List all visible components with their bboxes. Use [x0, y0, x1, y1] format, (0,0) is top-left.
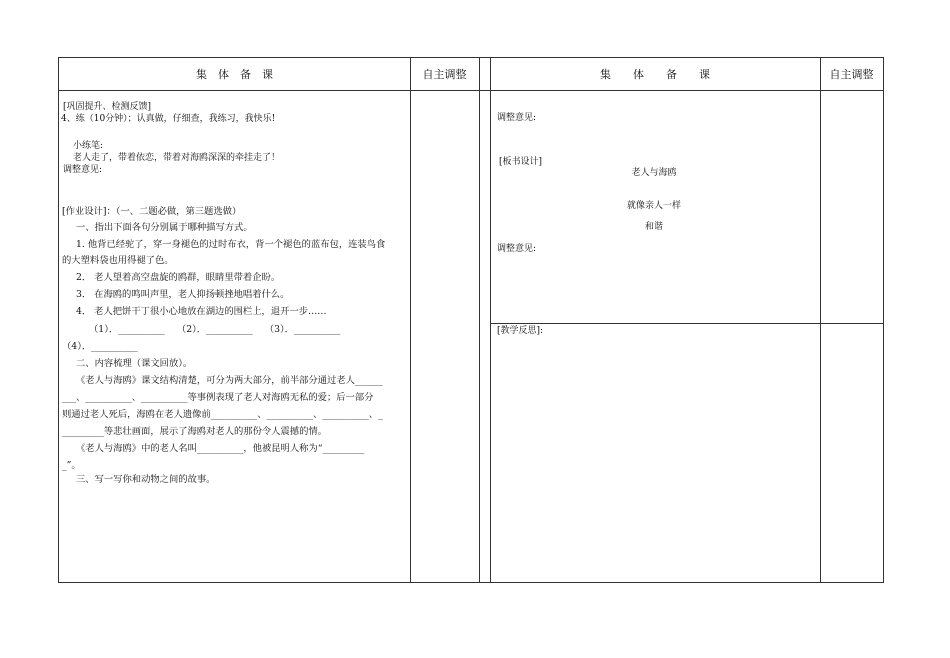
- board-line-2: 就像亲人一样: [626, 201, 681, 211]
- homework-title: [作业设计]：（一、二题必做，第三题选做）: [62, 206, 242, 217]
- left-header-title: 集 体 备 课: [196, 68, 273, 81]
- header-divider: [59, 90, 883, 91]
- reflection-divider: [490, 323, 883, 324]
- question-1-sentence-2: 2． 老人望着高空盘旋的鸥群，眼睛里带着企盼。: [76, 272, 281, 283]
- teaching-reflection-title: [教学反思]:: [497, 326, 544, 336]
- xiaolianbi-text: 老人走了，带着依恋，带着对海鸥深深的牵挂走了！: [73, 153, 281, 163]
- question-2-paragraph-line-2: ___、__________、__________等事例表现了老人对海鸥无私的爱；后一部分: [62, 392, 374, 403]
- question-2-title: 二、内容梳理（课文回放）。: [76, 358, 193, 369]
- section-consolidation-title: [巩固提升、检测反馈]: [63, 102, 152, 112]
- column-divider-gap-left: [479, 58, 480, 582]
- lesson-plan-table: [58, 57, 884, 583]
- question-2-paragraph-line-1: 《老人与海鸥》课文结构清楚，可分为两大部分，前半部分通过老人______: [76, 375, 383, 386]
- question-2-paragraph-line-4: _________等悲壮画面，展示了海鸥对老人的那份令人震撼的情。: [62, 426, 327, 437]
- question-1-blanks-row-2: （4）．__________: [62, 341, 138, 352]
- question-2-paragraph-line-5: 《老人与海鸥》中的老人名叫__________，他被昆明人称为“_________: [76, 443, 365, 454]
- question-3-title: 三、写一写你和动物之间的故事。: [76, 474, 216, 485]
- right-adjust-note-label-1: 调整意见:: [497, 113, 537, 123]
- column-divider-gap-right: [490, 58, 491, 582]
- question-1-blanks-row-1: （1）．__________ （2）．__________ （3）．__________: [89, 324, 341, 335]
- left-header-adjust: 自主调整: [422, 68, 467, 81]
- board-design-title: [板书设计]: [499, 157, 543, 167]
- board-line-title: 老人与海鸥: [631, 168, 677, 178]
- column-divider-left-adjust: [410, 58, 411, 582]
- question-1-sentence-1b: 的大塑料袋也用得褪了色。: [62, 255, 174, 266]
- practice-line: 4、练（10分钟）；认真做，仔细查，我练习，我快乐!: [61, 114, 276, 124]
- column-divider-right-adjust: [820, 58, 821, 582]
- question-1-sentence-4: 4． 老人把饼干丁很小心地放在湖边的围栏上，退开一步……: [76, 306, 327, 317]
- question-1-sentence-1a: 1. 他背已经驼了，穿一身褪色的过时布衣，背一个褪色的蓝布包，连装鸟食: [76, 239, 386, 250]
- question-1-sentence-3: 3． 在海鸥的鸣叫声里，老人抑扬顿挫地唱着什么。: [76, 289, 290, 300]
- xiaolianbi-label: 小练笔:: [73, 141, 104, 151]
- question-1-title: 一、指出下面各句分别属于哪种描写方式。: [76, 222, 253, 233]
- question-2-paragraph-line-3: 则通过老人死后，海鸥在老人遗像前__________、__________、__________、_: [62, 409, 383, 420]
- right-header-adjust: 自主调整: [829, 68, 874, 81]
- adjust-note-label: 调整意见:: [63, 165, 103, 175]
- right-header-title: 集 体 备 课: [600, 68, 710, 81]
- question-2-paragraph-line-6: _”。: [62, 460, 81, 471]
- board-line-3: 和谐: [644, 222, 663, 232]
- right-adjust-note-label-2: 调整意见:: [497, 244, 537, 254]
